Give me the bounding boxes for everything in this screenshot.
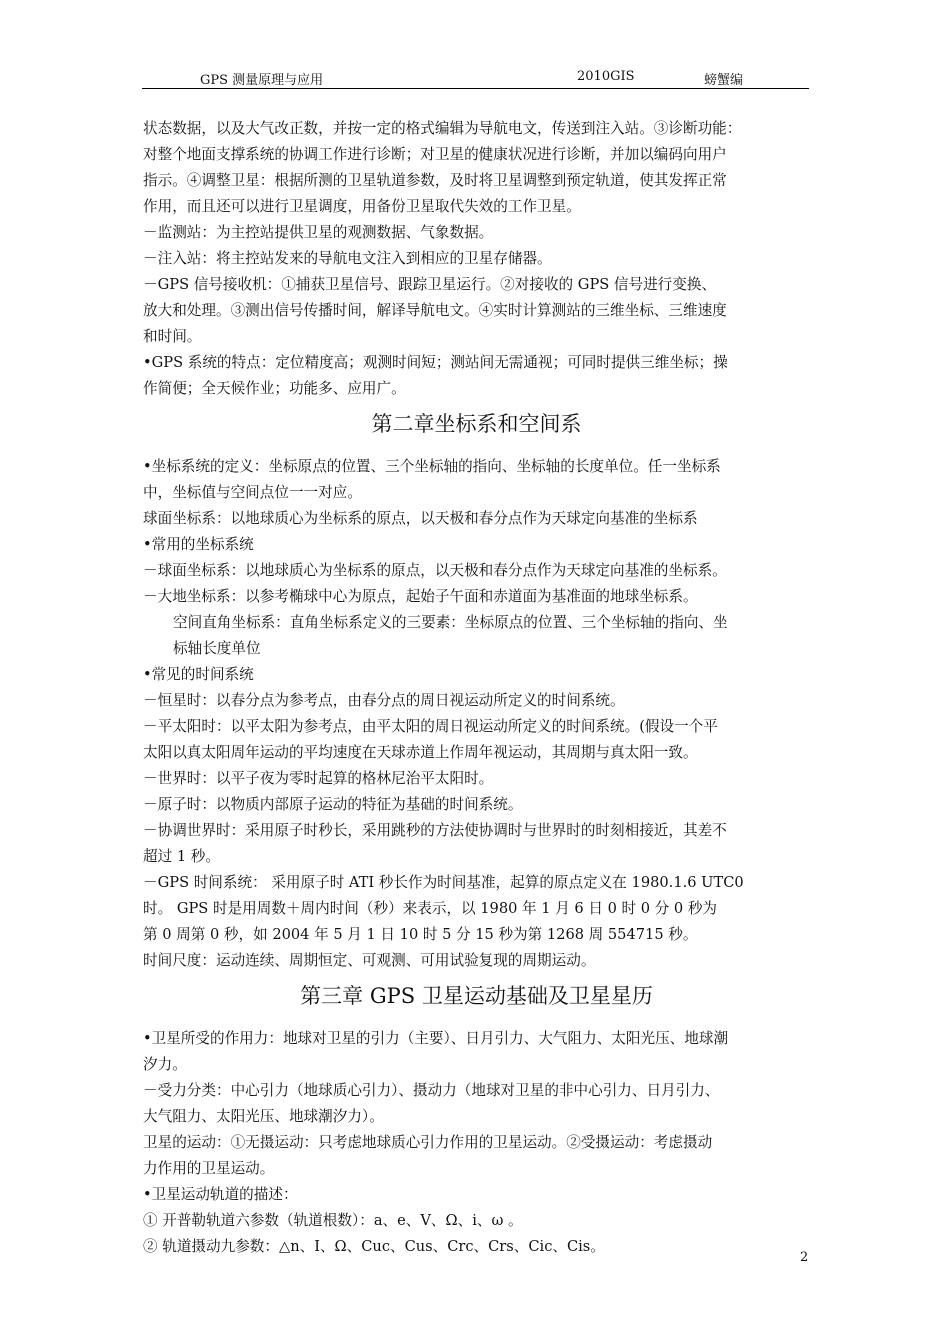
text-line: 力作用的卫星运动。 (143, 1160, 275, 1177)
text-line: －注入站：将主控站发来的导航电文注入到相应的卫星存储器。 (143, 250, 552, 267)
text-line: ② 轨道摄动九参数：△n、I、Ω、Cuc、Cus、Crc、Crs、Cic、Cis。 (143, 1238, 605, 1255)
text-line: －球面坐标系：以地球质心为坐标系的原点，以天极和春分点作为天球定向基准的坐标系。 (143, 562, 727, 579)
chapter-heading: 第二章坐标系和空间系 (371, 412, 582, 436)
text-line: •GPS 系统的特点：定位精度高；观测时间短；测站间无需通视；可同时提供三维坐标；操 (143, 354, 728, 371)
text-line: －世界时：以平子夜为零时起算的格林尼治平太阳时。 (143, 770, 494, 787)
text-line: 作用，而且还可以进行卫星调度，用备份卫星取代失效的工作卫星。 (143, 198, 581, 215)
text-line: －GPS 时间系统： 采用原子时 ATI 秒长作为时间基准，起算的原点定义在 1980.1.6 UTC0 (143, 874, 744, 891)
text-line: 放大和处理。③测出信号传播时间，解译导航电文。④实时计算测站的三维坐标、三维速度 (143, 302, 727, 319)
text-line: 大气阻力、太阳光压、地球潮汐力）。 (143, 1108, 384, 1125)
text-line: •卫星所受的作用力：地球对卫星的引力（主要）、日月引力、大气阻力、太阳光压、地球潮 (143, 1030, 729, 1047)
paragraph (143, 116, 810, 220)
paragraph (143, 532, 810, 558)
paragraph (143, 1182, 810, 1208)
paragraph (143, 272, 810, 350)
text-line: 时间尺度：运动连续、周期恒定、可观测、可用试验复现的周期运动。 (143, 952, 596, 969)
text-line: 球面坐标系：以地球质心为坐标系的原点，以天极和春分点作为天球定向基准的坐标系 (143, 510, 698, 527)
paragraph (143, 870, 810, 948)
text-line: 第 0 周第 0 秒，如 2004 年 5 月 1 日 10 时 5 分 15 秒为第 1268 周 554715 秒。 (143, 926, 698, 943)
paragraph (143, 792, 810, 818)
text-line: •常见的时间系统 (143, 666, 254, 683)
paragraph (143, 688, 810, 714)
text-line: －大地坐标系：以参考椭球中心为原点，起始子午面和赤道面为基准面的地球坐标系。 (143, 588, 698, 605)
paragraph (143, 714, 810, 766)
paragraph (143, 948, 810, 974)
text-line: 作简便；全天候作业；功能多、应用广。 (143, 380, 406, 397)
header-course-title: GPS 测量原理与应用 (200, 73, 324, 88)
document-body (143, 116, 810, 1260)
text-line: ① 开普勒轨道六参数（轨道根数）：a、e、V、Ω、i、ω 。 (143, 1212, 523, 1229)
text-line: 汐力。 (143, 1056, 187, 1073)
text-line: 指示。④调整卫星：根据所测的卫星轨道参数，及时将卫星调整到预定轨道，使其发挥正常 (143, 172, 727, 189)
paragraph (143, 766, 810, 792)
text-line: 状态数据，以及大气改正数，并按一定的格式编辑为导航电文，传送到注入站。③诊断功能： (143, 120, 742, 137)
paragraph (143, 220, 810, 246)
text-line: 对整个地面支撑系统的协调工作进行诊断；对卫星的健康状况进行诊断，并加以编码向用户 (143, 146, 727, 163)
header-author: 螃蟹编 (704, 73, 744, 88)
paragraph (143, 610, 810, 662)
paragraph (143, 350, 810, 402)
paragraph (143, 662, 810, 688)
text-line: 空间直角坐标系：直角坐标系定义的三要素：坐标原点的位置、三个坐标轴的指向、坐 (173, 614, 728, 631)
paragraph (143, 584, 810, 610)
paragraph (143, 558, 810, 584)
text-line: 时。 GPS 时是用周数＋周内时间（秒）来表示，以 1980 年 1 月 6 日 0 时 0 分 0 秒为 (143, 900, 718, 917)
page-header (142, 66, 809, 89)
paragraph (143, 1234, 810, 1260)
text-line: 标轴长度单位 (173, 640, 261, 657)
page-number: 2 (800, 1250, 809, 1265)
paragraph (143, 454, 810, 506)
header-class: 2010GIS (577, 69, 635, 84)
text-line: 太阳以真太阳周年运动的平均速度在天球赤道上作周年视运动，其周期与真太阳一致。 (143, 744, 698, 761)
paragraph (143, 1208, 810, 1234)
paragraph (143, 1078, 810, 1130)
text-line: 超过 1 秒。 (143, 848, 220, 865)
text-line: •常用的坐标系统 (143, 536, 254, 553)
text-line: 卫星的运动：①无摄运动：只考虑地球质心引力作用的卫星运动。②受摄运动：考虑摄动 (143, 1134, 713, 1151)
text-line: －恒星时：以春分点为参考点，由春分点的周日视运动所定义的时间系统。 (143, 692, 625, 709)
text-line: •卫星运动轨道的描述： (143, 1186, 298, 1203)
chapter-heading: 第三章 GPS 卫星运动基础及卫星星历 (300, 984, 653, 1008)
paragraph (143, 1130, 810, 1182)
text-line: －协调世界时：采用原子时秒长，采用跳秒的方法使协调时与世界时的时刻相接近，其差不 (143, 822, 727, 839)
text-line: －原子时：以物质内部原子运动的特征为基础的时间系统。 (143, 796, 523, 813)
paragraph (143, 818, 810, 870)
text-line: 中，坐标值与空间点位一一对应。 (143, 484, 362, 501)
paragraph (143, 246, 810, 272)
text-line: －平太阳时：以平太阳为参考点，由平太阳的周日视运动所定义的时间系统。(假设一个平 (143, 718, 718, 735)
text-line: •坐标系统的定义：坐标原点的位置、三个坐标轴的指向、坐标轴的长度单位。任一坐标系 (143, 458, 721, 475)
text-line: －监测站：为主控站提供卫星的观测数据、气象数据。 (143, 224, 494, 241)
paragraph (143, 1026, 810, 1078)
paragraph (143, 506, 810, 532)
text-line: －受力分类：中心引力（地球质心引力）、摄动力（地球对卫星的非中心引力、日月引力、 (143, 1082, 720, 1099)
text-line: －GPS 信号接收机：①捕获卫星信号、跟踪卫星运行。②对接收的 GPS 信号进行变换、 (143, 276, 717, 293)
text-line: 和时间。 (143, 328, 202, 345)
